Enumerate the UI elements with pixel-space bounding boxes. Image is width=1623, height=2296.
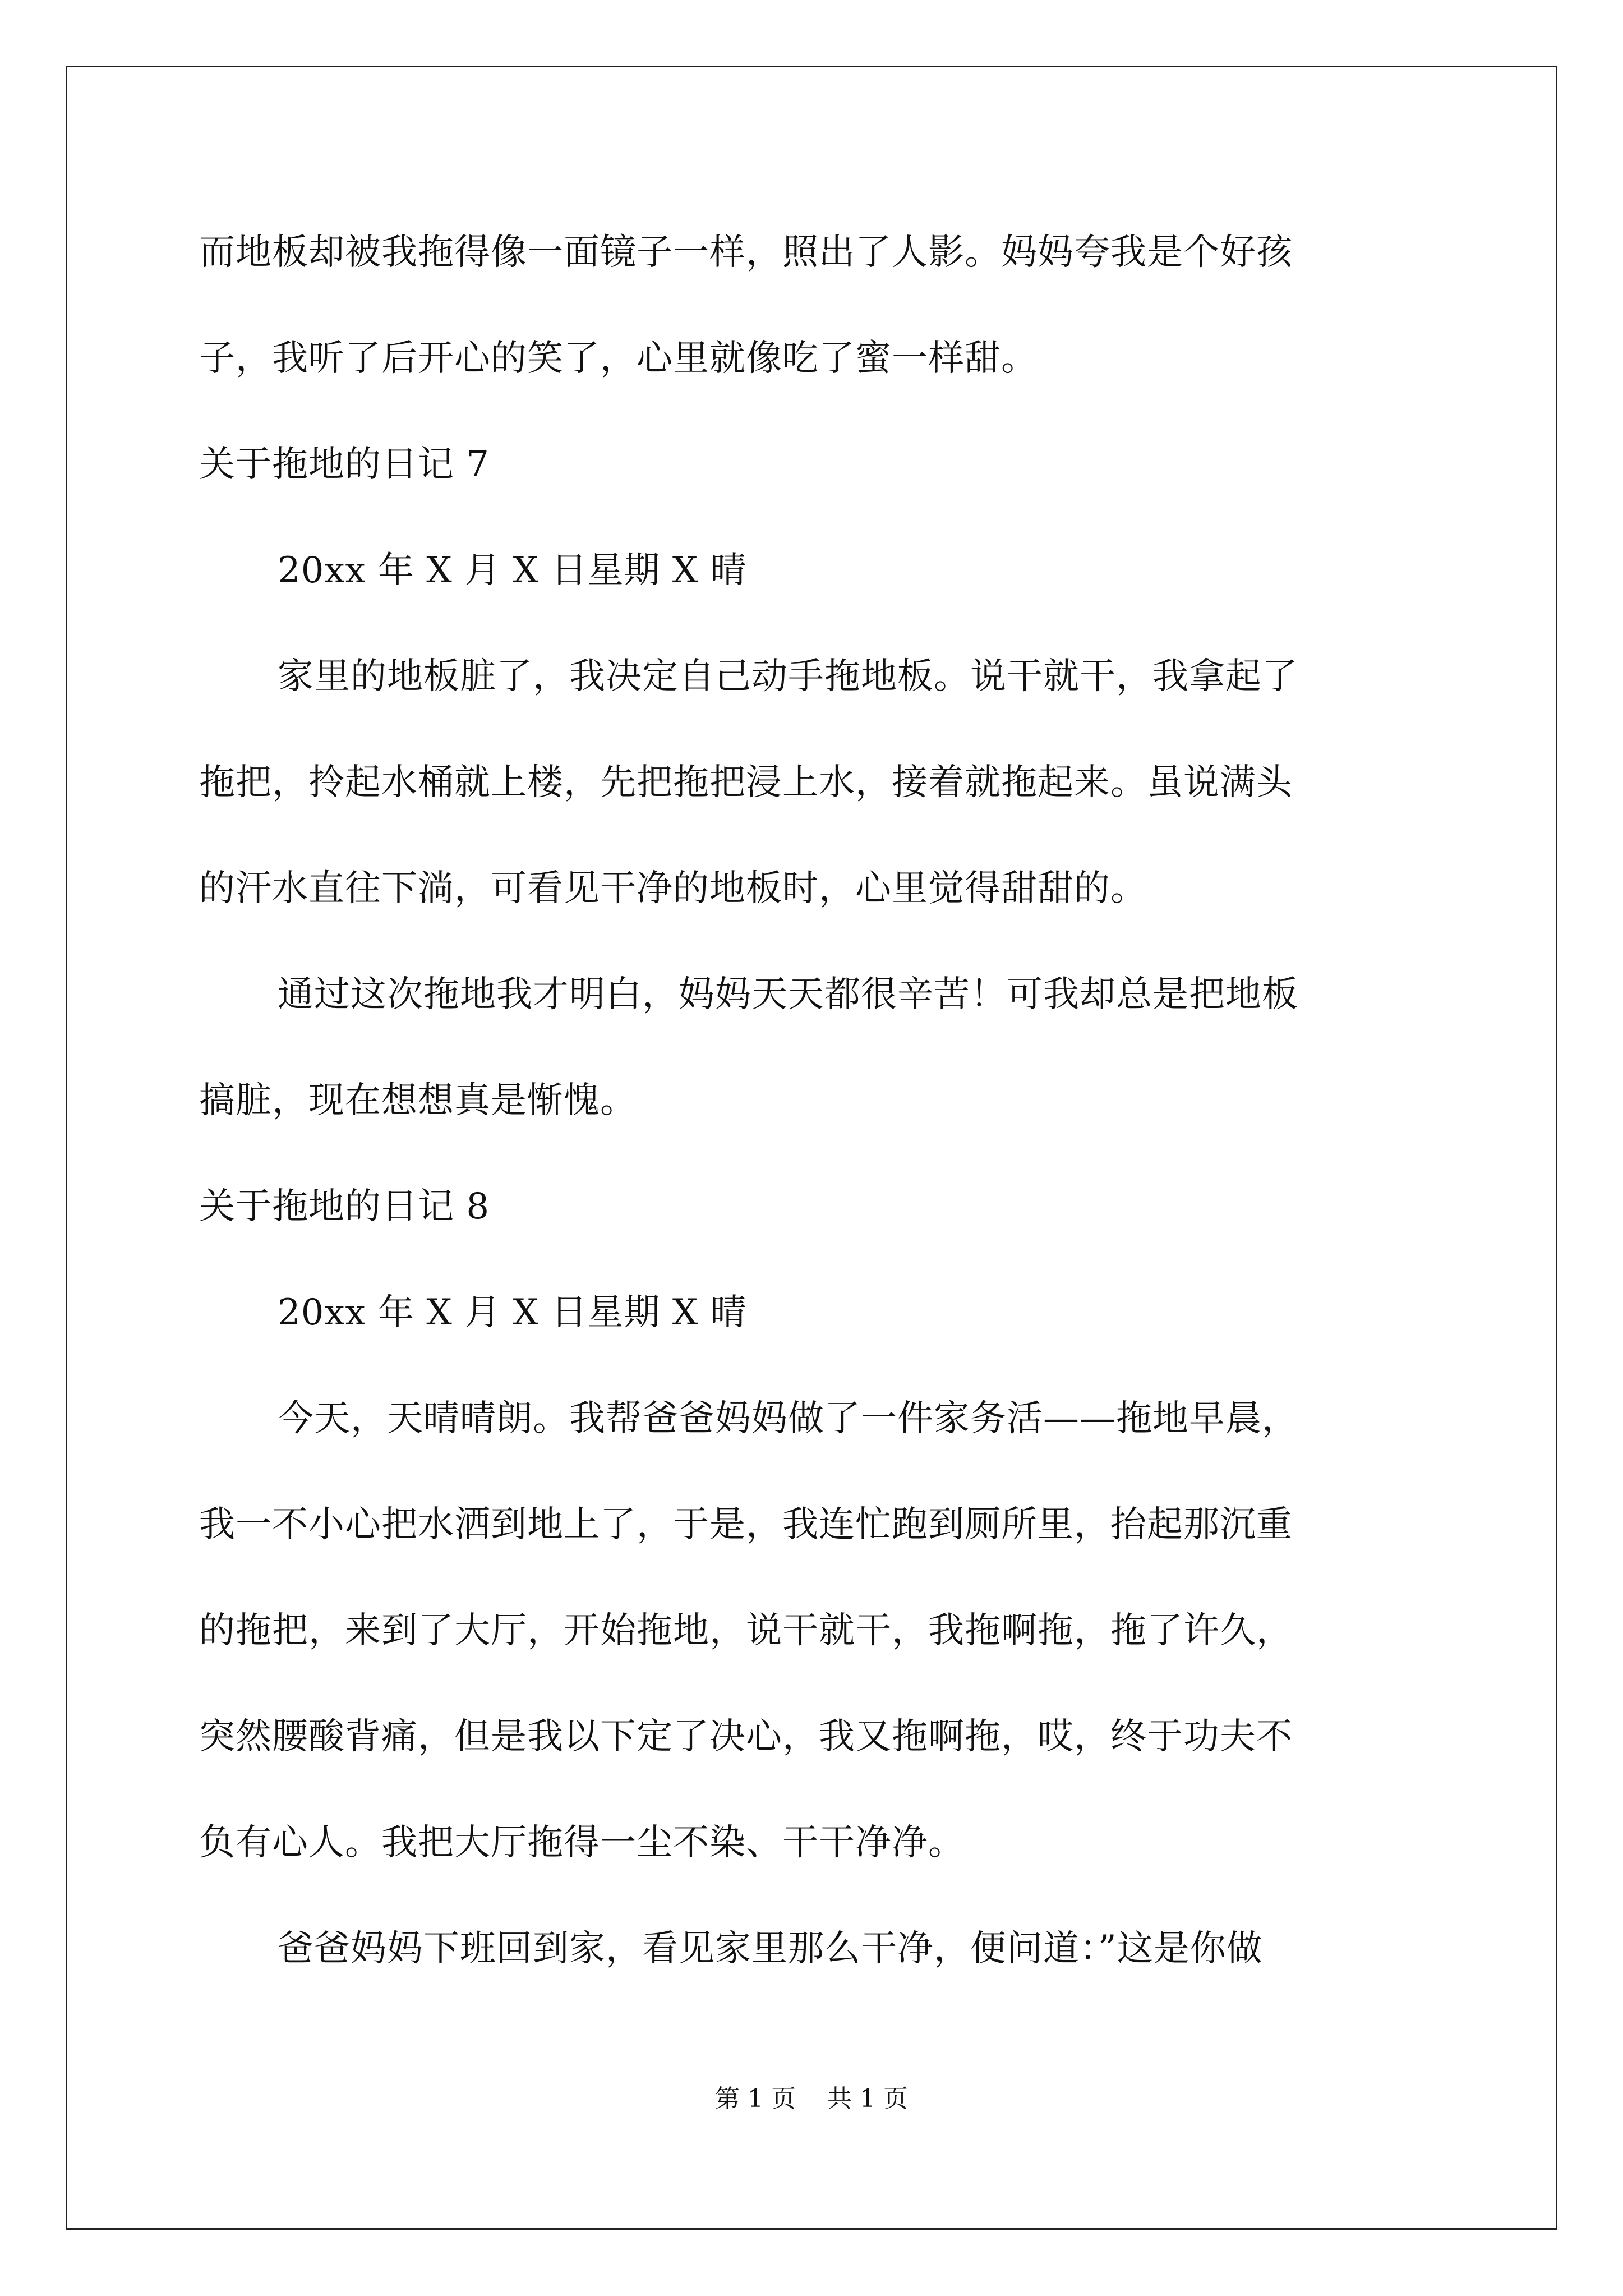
body-line: 的汗水直往下淌，可看见干净的地板时，心里觉得甜甜的。 [199,868,1147,909]
page-footer: 第 1 页 共 1 页 [715,2085,908,2113]
body-line: 通过这次拖地我才明白，妈妈天天都很辛苦！可我却总是把地板 [278,974,1298,1015]
date-line: 20xx 年 X 月 X 日星期 X 晴 [278,550,747,591]
section-heading: 关于拖地的日记 7 [199,444,490,485]
body-line: 今天，天晴晴朗。我帮爸爸妈妈做了一件家务活——拖地早晨， [278,1398,1298,1439]
body-line: 而地板却被我拖得像一面镜子一样，照出了人影。妈妈夸我是个好孩 [199,232,1293,273]
body-line: 家里的地板脏了，我决定自己动手拖地板。说干就干，我拿起了 [278,656,1298,697]
body-line: 突然腰酸背痛，但是我以下定了决心，我又拖啊拖，哎，终于功夫不 [199,1716,1293,1757]
body-line: 负有心人。我把大厅拖得一尘不染、干干净净。 [199,1822,965,1864]
document-body [199,216,1433,2018]
body-line: 我一不小心把水洒到地上了，于是，我连忙跑到厕所里，抬起那沉重 [199,1504,1293,1545]
body-line: 拖把，拎起水桶就上楼，先把拖把浸上水，接着就拖起来。虽说满头 [199,762,1293,803]
body-line: 爸爸妈妈下班回到家，看见家里那么干净，便问道：”这是你做 [278,1928,1263,1970]
body-line: 的拖把，来到了大厅，开始拖地，说干就干，我拖啊拖，拖了许久， [199,1610,1293,1651]
date-line: 20xx 年 X 月 X 日星期 X 晴 [278,1292,747,1333]
body-line: 子，我听了后开心的笑了，心里就像吃了蜜一样甜。 [199,338,1038,379]
section-heading: 关于拖地的日记 8 [199,1186,490,1227]
body-line: 搞脏，现在想想真是惭愧。 [199,1080,637,1121]
